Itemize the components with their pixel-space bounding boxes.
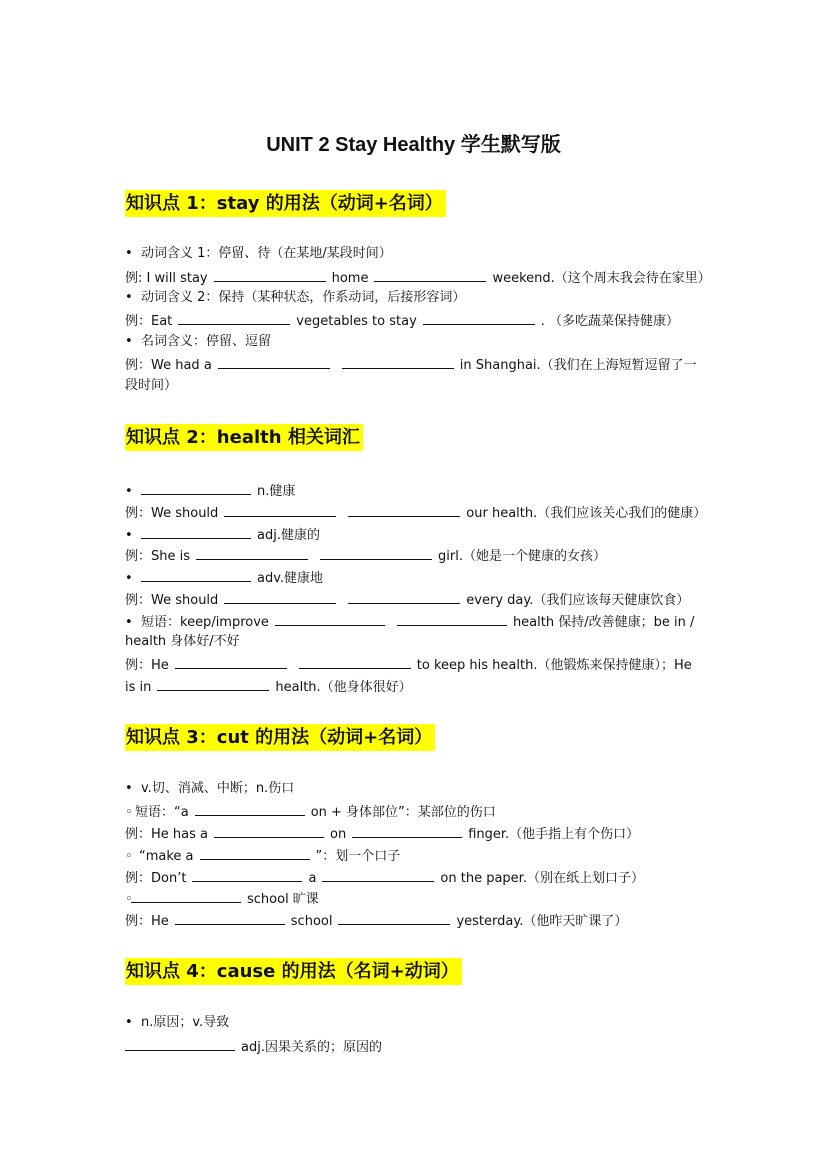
fill-blank[interactable] bbox=[322, 869, 434, 882]
fill-blank[interactable] bbox=[141, 569, 251, 582]
text: ”：划一个口子 bbox=[315, 849, 401, 864]
text: finger.（他手指上有个伤口） bbox=[468, 827, 640, 842]
bullet-icon: • bbox=[125, 334, 133, 349]
text: n.健康 bbox=[257, 484, 296, 499]
fill-blank[interactable] bbox=[178, 312, 290, 325]
text: on + 身体部位”：某部位的伤口 bbox=[310, 805, 496, 820]
text: health.（他身体很好） bbox=[275, 680, 412, 695]
fill-blank[interactable] bbox=[275, 613, 385, 626]
fill-blank[interactable] bbox=[192, 869, 302, 882]
text: 短语：“a bbox=[135, 805, 189, 820]
s1-line-2 bbox=[125, 269, 711, 287]
text: to keep his health.（他锻炼来保持健康）；He bbox=[416, 658, 692, 673]
text: “make a bbox=[139, 849, 194, 864]
s4-line-2 bbox=[125, 1038, 382, 1056]
s2-line-1 bbox=[125, 482, 295, 500]
text: school 旷课 bbox=[247, 892, 319, 907]
text: 例：He bbox=[125, 914, 169, 929]
fill-blank[interactable] bbox=[342, 356, 454, 369]
text: school bbox=[290, 914, 333, 929]
fill-blank[interactable] bbox=[195, 803, 305, 816]
text: 例：She is bbox=[125, 549, 191, 564]
fill-blank[interactable] bbox=[175, 656, 287, 669]
text: 例：Don’t bbox=[125, 871, 187, 886]
text: home bbox=[331, 271, 369, 286]
s1-line-6 bbox=[125, 356, 697, 374]
text: 动词含义 1：停留、待（在某地/某段时间） bbox=[141, 246, 392, 261]
fill-blank[interactable] bbox=[224, 504, 336, 517]
s3-line-3 bbox=[125, 825, 639, 843]
fill-blank[interactable] bbox=[175, 912, 285, 925]
fill-blank[interactable] bbox=[141, 526, 251, 539]
s3-line-2 bbox=[125, 803, 496, 821]
fill-blank[interactable] bbox=[200, 847, 310, 860]
fill-blank[interactable] bbox=[320, 547, 432, 560]
s2-line-2 bbox=[125, 504, 706, 522]
page-title: UNIT 2 Stay Healthy 学生默写版 bbox=[266, 134, 561, 156]
section-heading-1: 知识点 1：stay 的用法（动词+名词） bbox=[125, 190, 446, 217]
s3-line-4 bbox=[125, 847, 400, 865]
fill-blank[interactable] bbox=[125, 1038, 235, 1051]
s3-line-7 bbox=[125, 912, 627, 930]
fill-blank[interactable] bbox=[157, 678, 269, 691]
fill-blank[interactable] bbox=[141, 482, 251, 495]
s3-line-1 bbox=[125, 781, 294, 797]
section-heading-3: 知识点 3：cut 的用法（动词+名词） bbox=[125, 724, 435, 751]
s2-line-4 bbox=[125, 547, 606, 565]
small-bullet-icon: ◦ bbox=[125, 849, 133, 864]
fill-blank[interactable] bbox=[131, 890, 241, 903]
s3-line-5 bbox=[125, 869, 644, 887]
fill-blank[interactable] bbox=[218, 356, 330, 369]
s2-line-10 bbox=[125, 678, 412, 696]
text: n.原因；v.导致 bbox=[141, 1015, 230, 1030]
text: girl.（她是一个健康的女孩） bbox=[438, 549, 606, 564]
text: weekend.（这个周末我会待在家里） bbox=[492, 271, 711, 286]
section-heading-4: 知识点 4：cause 的用法（名词+动词） bbox=[125, 958, 462, 985]
fill-blank[interactable] bbox=[214, 825, 324, 838]
s2-line-6 bbox=[125, 591, 689, 609]
text: 例：He has a bbox=[125, 827, 208, 842]
text: health 保持/改善健康；be in / bbox=[512, 615, 695, 630]
fill-blank[interactable] bbox=[348, 504, 460, 517]
text: 例：We had a bbox=[125, 358, 212, 373]
s2-line-3 bbox=[125, 526, 320, 544]
fill-blank[interactable] bbox=[299, 656, 411, 669]
fill-blank[interactable] bbox=[423, 312, 535, 325]
small-bullet-icon: ◦ bbox=[125, 892, 133, 907]
s2-line-7 bbox=[125, 613, 694, 631]
fill-blank[interactable] bbox=[214, 269, 326, 282]
s4-line-1 bbox=[125, 1015, 229, 1031]
fill-blank[interactable] bbox=[338, 912, 450, 925]
text: 名词含义：停留、逗留 bbox=[141, 334, 272, 349]
fill-blank[interactable] bbox=[224, 591, 336, 604]
s3-line-6 bbox=[125, 890, 319, 908]
text: adj.因果关系的；原因的 bbox=[241, 1040, 382, 1055]
text: adj.健康的 bbox=[257, 528, 320, 543]
text: on the paper.（别在纸上划口子） bbox=[440, 871, 644, 886]
bullet-icon: • bbox=[125, 571, 133, 586]
section-heading-2: 知识点 2：health 相关词汇 bbox=[125, 424, 363, 451]
fill-blank[interactable] bbox=[374, 269, 486, 282]
s2-line-5 bbox=[125, 569, 323, 587]
s2-line-9 bbox=[125, 656, 692, 674]
text: 例：Eat bbox=[125, 314, 173, 329]
fill-blank[interactable] bbox=[397, 613, 507, 626]
text: every day.（我们应该每天健康饮食） bbox=[466, 593, 690, 608]
bullet-icon: • bbox=[125, 1015, 133, 1030]
s2-line-8: health 身体好/不好 bbox=[125, 634, 240, 649]
fill-blank[interactable] bbox=[352, 825, 462, 838]
text: 例: I will stay bbox=[125, 271, 208, 286]
fill-blank[interactable] bbox=[196, 547, 308, 560]
bullet-icon: • bbox=[125, 528, 133, 543]
text: is in bbox=[125, 680, 152, 695]
s1-line-1 bbox=[125, 246, 392, 262]
text: adv.健康地 bbox=[257, 571, 324, 586]
bullet-icon: • bbox=[125, 246, 133, 261]
bullet-icon: • bbox=[125, 484, 133, 499]
s1-line-7: 段时间） bbox=[125, 378, 178, 393]
text: yesterday.（他昨天旷课了） bbox=[456, 914, 628, 929]
text: a bbox=[308, 871, 317, 886]
bullet-icon: • bbox=[125, 290, 133, 305]
text: our health.（我们应该关心我们的健康） bbox=[466, 506, 707, 521]
text: v.切、消减、中断；n.伤口 bbox=[141, 781, 295, 796]
text: in Shanghai.（我们在上海短暂逗留了一 bbox=[459, 358, 697, 373]
small-bullet-icon: ◦ bbox=[125, 805, 133, 820]
text: 动词含义 2：保持（某种状态，作系动词，后接形容词） bbox=[141, 290, 466, 305]
s1-line-4 bbox=[125, 312, 679, 330]
bullet-icon: • bbox=[125, 615, 133, 630]
text: 短语：keep/improve bbox=[141, 615, 269, 630]
text: 例：We should bbox=[125, 593, 219, 608]
text: 例：He bbox=[125, 658, 169, 673]
bullet-icon: • bbox=[125, 781, 133, 796]
text: vegetables to stay bbox=[296, 314, 417, 329]
s1-line-5 bbox=[125, 334, 271, 350]
text: 例：We should bbox=[125, 506, 219, 521]
fill-blank[interactable] bbox=[348, 591, 460, 604]
text: . （多吃蔬菜保持健康） bbox=[540, 314, 680, 329]
s1-line-3 bbox=[125, 290, 465, 306]
text: on bbox=[329, 827, 347, 842]
